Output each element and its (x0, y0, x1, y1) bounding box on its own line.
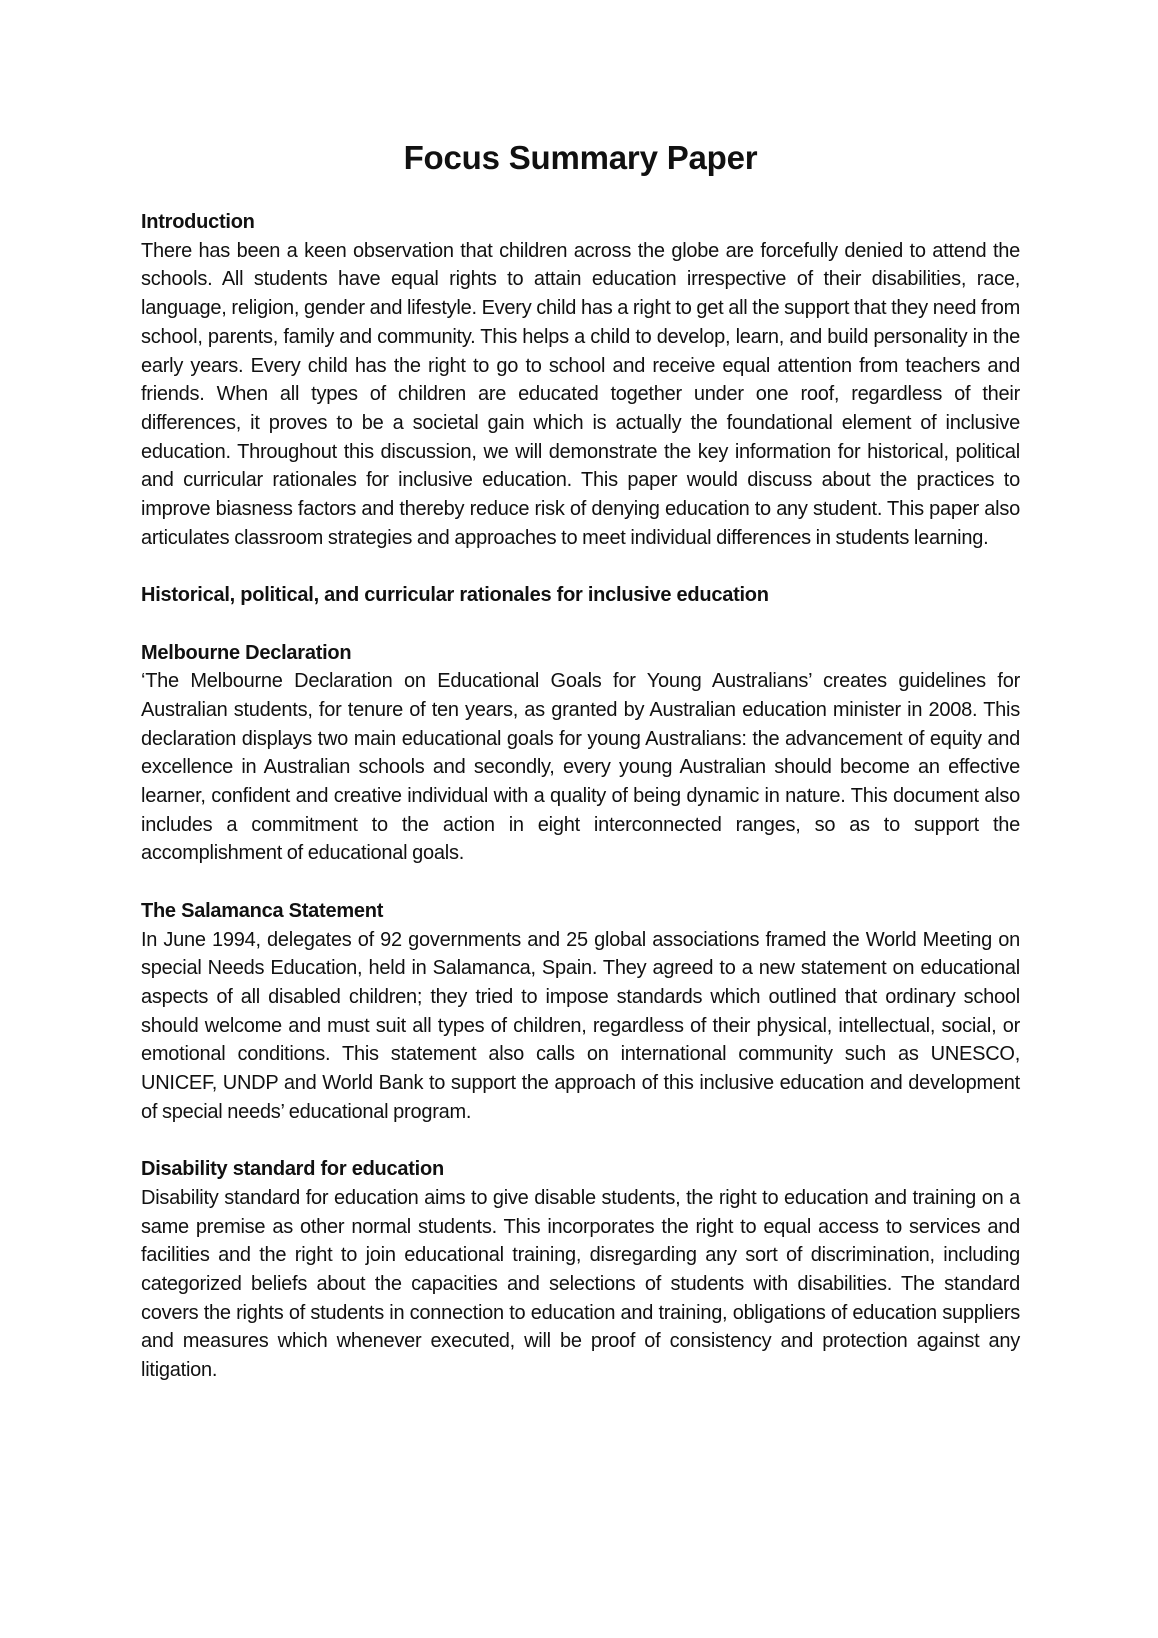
salamanca-statement-heading: The Salamanca Statement (141, 899, 384, 922)
introduction-paragraph: There has been a keen observation that children across the globe are forcefully denied to attend the schools. All students have equal rights to attain education irrespective of their disabilities, race, language, religion, gender and lifestyle. Every child has a right to get all the support that they need from school, parents, family and community. This helps a child to develop, learn, and build personality in the early years. Every child has the right to go to school and receive equal attention from teachers and friends. When all types of children are educated together under one roof, regardless of their differences, it proves to be a societal gain which is actually the foundational element of inclusive education. Throughout this discussion, we will demonstrate the key information for historical, political and curricular rationales for inclusive education. This paper would discuss about the practices to improve biasness factors and thereby reduce risk of denying education to any student. This paper also articulates classroom strategies and approaches to meet individual differences in students learning. (141, 239, 1020, 549)
document-body (141, 138, 1020, 1385)
disability-standard-paragraph: Disability standard for education aims to give disable students, the right to education and training on a same premise as other normal students. This incorporates the right to equal access to services and facilities and the right to join educational training, disregarding any sort of discrimination, including categorized beliefs about the capacities and selections of students with disabilities. The standard covers the rights of students in connection to education and training, obligations of education suppliers and measures which whenever executed, will be proof of consistency and protection against any litigation. (141, 1186, 1020, 1382)
spacer (141, 1126, 1020, 1155)
disability-standard-heading: Disability standard for education (141, 1158, 444, 1181)
introduction-heading: Introduction (141, 211, 255, 233)
spacer (141, 868, 1020, 897)
melbourne-declaration-heading: Melbourne Declaration (141, 641, 352, 664)
melbourne-declaration-paragraph: ‘The Melbourne Declaration on Educational Goals for Young Australians’ creates guidelines for Australian students, for tenure of ten years, as granted by Australian education minister in 2008. This declaration displays two main educational goals for young Australians: the advancement of equity and excellence in Australian schools and secondly, every young Australian should become an effective learner, confident and creative individual with a quality of being dynamic in nature. This document also includes a commitment to the action in eight interconnected ranges, so as to support the accomplishment of educational goals. (141, 670, 1020, 865)
document-title: Focus Summary Paper (403, 139, 758, 176)
spacer (141, 178, 1020, 208)
rationales-heading: Historical, political, and curricular rationales for inclusive education (141, 584, 769, 607)
salamanca-statement-paragraph: In June 1994, delegates of 92 governments and 25 global associations framed the World Meeting on special Needs Education, held in Salamanca, Spain. They agreed to a new statement on educational aspects of all disabled children; they tried to impose standards which outlined that ordinary school should welcome and must suit all types of children, regardless of their physical, intellectual, social, or emotional conditions. This statement also calls on international community such as UNESCO, UNICEF, UNDP and World Bank to support the approach of this inclusive education and development of special needs’ educational program. (141, 928, 1020, 1123)
spacer (141, 610, 1020, 639)
spacer (141, 552, 1020, 581)
